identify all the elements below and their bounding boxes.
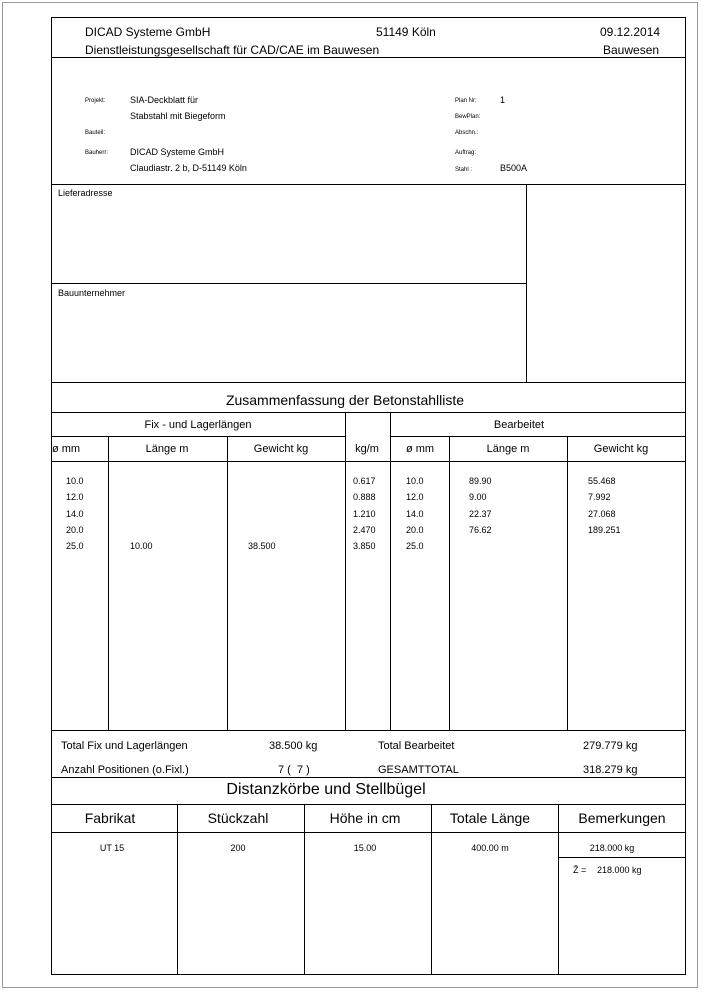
col-fix-gewicht-values [248, 473, 276, 554]
stueckzahl-value: 200 [230, 843, 246, 853]
table-cell: 55.468 [588, 476, 616, 486]
table-cell [130, 473, 153, 489]
company-name: DICAD Systeme GmbH [85, 25, 211, 39]
projekt-line2: Stabstahl mit Biegeform [130, 111, 226, 121]
table-cell [130, 489, 153, 505]
table-cell [469, 538, 492, 554]
auftrag-label: Auftrag: [455, 150, 477, 156]
rule [227, 436, 228, 730]
bauherr-label: Bauherr: [85, 150, 109, 156]
col-header-hoehe: Höhe in cm [329, 810, 401, 826]
table-cell: 2.470 [353, 524, 376, 535]
col-header-bemerkungen: Bemerkungen [578, 810, 666, 826]
table-cell: 20.0 [66, 524, 84, 535]
rule [51, 382, 686, 383]
rule [51, 57, 686, 58]
rule [431, 804, 432, 975]
rule [526, 184, 527, 383]
lieferadresse-label: Lieferadresse [58, 188, 113, 198]
col-b-gewicht-values [588, 473, 621, 554]
col-header-b-gewicht: Gewicht kg [593, 443, 649, 455]
table-cell: 10.0 [66, 476, 84, 486]
rule [51, 461, 686, 462]
table-cell: 10.0 [406, 476, 424, 486]
plan-nr-label: Plan Nr: [455, 98, 477, 104]
distanz-title: Distanzkörbe und Stellbügel [226, 781, 426, 798]
anzahl-label: Anzahl Positionen (o.Fixl.) [61, 764, 189, 776]
col-header-gewicht: Gewicht kg [253, 443, 309, 455]
col-header-kgm: kg/m [355, 443, 379, 455]
gesamt-label: GESAMTTOTAL [378, 764, 459, 776]
col-header-dia: ø mm [51, 443, 81, 455]
col-b-dia-values [406, 473, 424, 554]
anzahl-value: 7 ( 7 ) [278, 764, 310, 776]
col-header-b-laenge: Länge m [486, 443, 530, 455]
rule [51, 184, 686, 185]
rule [51, 974, 686, 975]
total-bearbeitet-label: Total Bearbeitet [378, 740, 455, 752]
col-header-fabrikat: Fabrikat [84, 810, 136, 826]
rule [51, 730, 686, 731]
abschn-label: Abschn.: [455, 130, 479, 136]
stahl-value: B500A [500, 163, 528, 173]
bauunternehmer-label: Bauunternehmer [58, 288, 126, 298]
total-fix-value: 38.500 kg [269, 740, 318, 752]
print-date: 09.12.2014 [600, 25, 661, 39]
stahl-label: Stahl : [455, 167, 473, 173]
col-dia-values [66, 473, 84, 554]
table-cell: 27.068 [588, 508, 616, 519]
department: Bauwesen [603, 43, 660, 57]
col-header-totale: Totale Länge [449, 810, 531, 826]
table-cell: 12.0 [406, 492, 424, 503]
rule [345, 412, 346, 730]
rule [51, 283, 526, 284]
rule [51, 804, 686, 805]
table-cell: 7.992 [588, 492, 611, 503]
table-cell: 20.0 [406, 524, 424, 535]
hoehe-value: 15.00 [353, 843, 377, 853]
bearbeitet-group-header: Bearbeitet [493, 419, 545, 431]
table-cell: 25.0 [66, 541, 84, 552]
table-cell [248, 522, 276, 538]
bemerkung-value: 218.000 kg [589, 843, 635, 853]
projekt-label: Projekt: [85, 98, 106, 104]
rule [390, 436, 686, 437]
table-cell: 89.90 [469, 476, 492, 486]
rule [51, 436, 345, 437]
summe-value: 218.000 kg [597, 865, 642, 875]
rule [304, 804, 305, 975]
table-cell: 14.0 [406, 508, 424, 519]
projekt-line1: SIA-Deckblatt für [130, 95, 199, 105]
rule [51, 777, 686, 778]
table-cell: 25.0 [406, 541, 424, 552]
col-kgm-values [353, 473, 376, 554]
rule [558, 857, 686, 858]
bewplan-label: BewPlan: [455, 114, 481, 120]
rule [177, 804, 178, 975]
gesamt-value: 318.279 kg [583, 764, 638, 776]
table-cell: 0.617 [353, 476, 376, 486]
company-city: 51149 Köln [376, 25, 436, 39]
table-cell: 9.00 [469, 492, 487, 503]
bauherr-line1: DICAD Systeme GmbH [130, 147, 225, 157]
total-bearbeitet-value: 279.779 kg [583, 740, 638, 752]
rule [449, 436, 450, 730]
table-cell [130, 522, 153, 538]
rule [567, 436, 568, 730]
table-cell: 76.62 [469, 524, 492, 535]
table-cell: 1.210 [353, 508, 376, 519]
rule [390, 412, 391, 730]
total-fix-label: Total Fix und Lagerlängen [61, 740, 188, 752]
summe-label: Ž = [573, 865, 587, 875]
table-cell: 38.500 [248, 541, 276, 552]
fix-group-header: Fix - und Lagerlängen [144, 419, 252, 431]
col-header-stueckzahl: Stückzahl [207, 810, 269, 826]
table-cell [248, 489, 276, 505]
rule [51, 412, 686, 413]
table-cell [130, 506, 153, 522]
table-cell: 0.888 [353, 492, 376, 503]
col-header-b-dia: ø mm [405, 443, 435, 455]
plan-nr-value: 1 [500, 95, 506, 105]
fabrikat-value: UT 15 [99, 843, 125, 853]
table-cell: 10.00 [130, 541, 153, 552]
company-tagline: Dienstleistungsgesellschaft für CAD/CAE im Bauwesen [85, 43, 380, 57]
col-b-laenge-values [469, 473, 492, 554]
table-cell: 12.0 [66, 492, 84, 503]
table-cell: 189.251 [588, 524, 621, 535]
summary-title: Zusammenfassung der Betonstahlliste [225, 392, 465, 408]
rule [558, 804, 559, 975]
table-cell: 3.850 [353, 541, 376, 552]
rule [108, 436, 109, 730]
bauteil-label: Bauteil: [85, 130, 106, 136]
table-cell [248, 506, 276, 522]
rule [51, 17, 686, 18]
col-header-laenge: Länge m [145, 443, 189, 455]
table-cell: 14.0 [66, 508, 84, 519]
rule [51, 832, 686, 833]
col-fix-laenge-values [130, 473, 153, 554]
table-cell [248, 473, 276, 489]
table-cell: 22.37 [469, 508, 492, 519]
table-cell [588, 538, 621, 554]
bauherr-line2: Claudiastr. 2 b, D-51149 Köln [130, 163, 247, 173]
totale-value: 400.00 m [471, 843, 509, 853]
